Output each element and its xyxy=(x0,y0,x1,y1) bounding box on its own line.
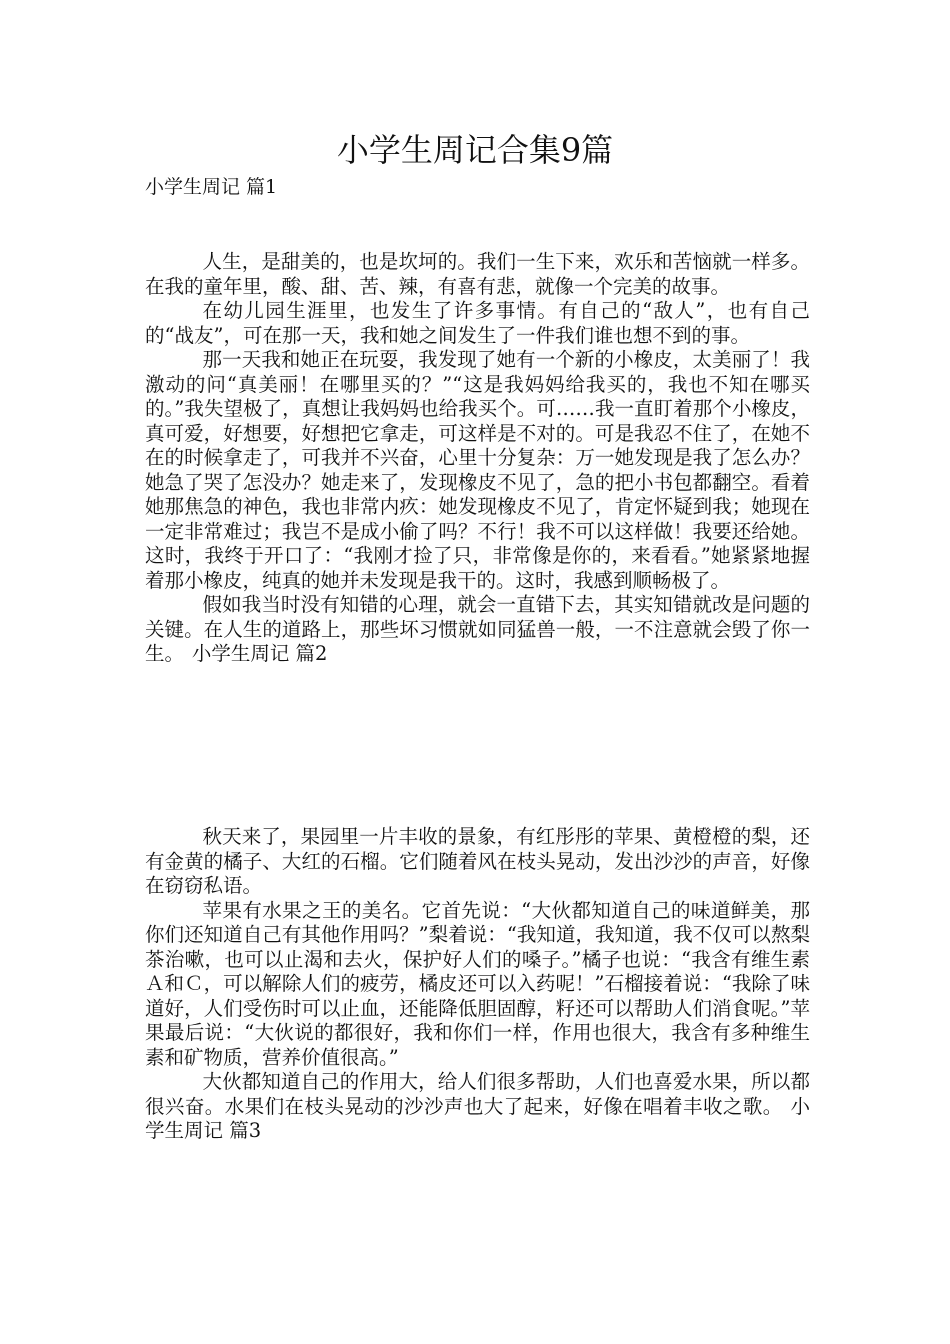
paragraph-text: 大伙都知道自己的作用大，给人们很多帮助，人们也喜爱水果，所以都很兴奋。水果们在枝头晃动的沙沙声也大了起来，好像在唱着丰收之歌。 xyxy=(145,1070,810,1118)
paragraph-text: 假如我当时没有知错的心理，就会一直错下去，其实知错就改是问题的关键。在人生的道路上，那些坏习惯就如同猛兽一般，一不注意就会毁了你一生。 xyxy=(145,593,810,665)
paragraph xyxy=(145,1070,810,1144)
section-body xyxy=(145,825,810,1144)
document-title: 小学生周记合集9篇 xyxy=(336,131,614,169)
paragraph: 人生，是甜美的，也是坎坷的。我们一生下来，欢乐和苦恼就一样多。在我的童年里，酸、甜、苦、辣，有喜有悲，就像一个完美的故事。 xyxy=(145,250,810,298)
paragraph: 秋天来了，果园里一片丰收的景象，有红彤彤的苹果、黄橙橙的梨，还有金黄的橘子、大红的石榴。它们随着风在枝头晃动，发出沙沙的声音，好像在窃窃私语。 xyxy=(145,825,810,897)
section-heading: 小学生周记 篇3 xyxy=(145,1094,810,1142)
section-heading: 小学生周记 篇1 xyxy=(145,176,278,198)
section-heading: 小学生周记 篇2 xyxy=(191,642,328,665)
section-body xyxy=(145,250,810,667)
paragraph: 那一天我和她正在玩耍，我发现了她有一个新的小橡皮，太美丽了！我激动的问“真美丽！在哪里买的？”“这是我妈妈给我买的，我也不知在哪买的。”我失望极了，真想让我妈妈也给我买个。可……我一直盯着那个小橡皮，真可爱，好想要，好想把它拿走，可这样是不对的。可是我忍不住了，在她不在的时候拿走了，可我并不兴奋，心里十分复杂：万一她发现是我了怎么办？她急了哭了怎没办？她走来了，发现橡皮不见了，急的把小书包都翻空。看着她那焦急的神色，我也非常内疚：她发现橡皮不见了，肯定怀疑到我；她现在一定非常难过；我岂不是成小偷了吗？不行！我不可以这样做！我要还给她。这时，我终于开口了：“我刚才捡了只，非常像是你的，来看看。”她紧紧地握着那小橡皮，纯真的她并未发现是我干的。这时，我感到顺畅极了。 xyxy=(145,348,810,592)
paragraph: 苹果有水果之王的美名。它首先说：“大伙都知道自己的味道鲜美，那你们还知道自己有其他作用吗？”梨着说：“我知道，我知道，我不仅可以熬梨茶治嗽，也可以止渴和去火，保护好人们的嗓子。”橘子也说：“我含有维生素Ａ和Ｃ，可以解除人们的疲劳，橘皮还可以入药呢！”石榴接着说：“我除了味道好，人们受伤时可以止血，还能降低胆固醇，籽还可以帮助人们消食呢。”苹果最后说：“大伙说的都很好，我和你们一样，作用也很大，我含有多种维生素和矿物质，营养价值很高。” xyxy=(145,898,810,1069)
paragraph: 在幼儿园生涯里，也发生了许多事情。有自己的“敌人”，也有自己的“战友”，可在那一天，我和她之间发生了一件我们谁也想不到的事。 xyxy=(145,299,810,347)
paragraph xyxy=(145,593,810,667)
